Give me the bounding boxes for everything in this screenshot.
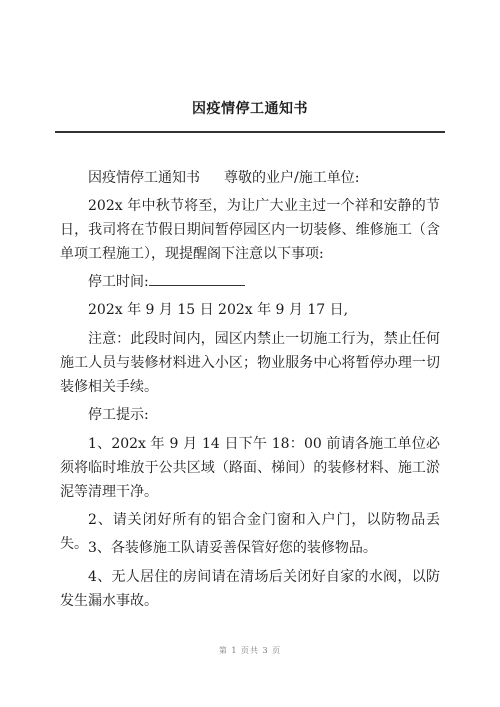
page-title: 因疫情停工通知书 xyxy=(192,101,308,117)
salutation: 尊敬的业户/施工单位: xyxy=(224,170,360,186)
tip-item-4: 4、无人居住的房间请在清场后关闭好自家的水阀，以防发生漏水事故。 xyxy=(60,569,440,609)
intro-paragraph: 202x 年中秋节将至，为让广大业主过一个祥和安静的节日，我司将在节假日期间暂停园区内一切装修、维修施工（含单项工程施工），现提醒阁下注意以下事项: xyxy=(60,198,440,262)
title-divider xyxy=(55,131,445,133)
stop-time-label: 停工时间: xyxy=(88,274,149,290)
tip-item-3: 3、各装修施工队请妥善保管好您的装修物品。 xyxy=(88,540,377,556)
tips-heading: 停工提示: xyxy=(88,407,149,423)
tip-item-2: 2、请关闭好所有的铝合金门窗和入户门，以防物品丢失。 xyxy=(60,512,440,552)
stop-time-blank xyxy=(149,273,245,286)
notice-name: 因疫情停工通知书 xyxy=(88,170,200,186)
header-line xyxy=(60,166,440,190)
notice-paragraph: 注意：此段时间内，园区内禁止一切施工行为，禁止任何施工人员与装修材料进入小区；物业服务中心将暂停办理一切装修相关手续。 xyxy=(60,331,440,395)
tip-item-1: 1、202x 年 9 月 14 日下午 18：00 前请各施工单位必须将临时堆放于公共区域（路面、梯间）的装修材料、施工淤泥等清理干净。 xyxy=(60,436,440,500)
stop-time-line xyxy=(60,270,440,294)
page-indicator: 第 1 页共 3 页 xyxy=(218,646,282,655)
stop-time-range: 202x 年 9 月 15 日 202x 年 9 月 17 日, xyxy=(88,302,349,318)
